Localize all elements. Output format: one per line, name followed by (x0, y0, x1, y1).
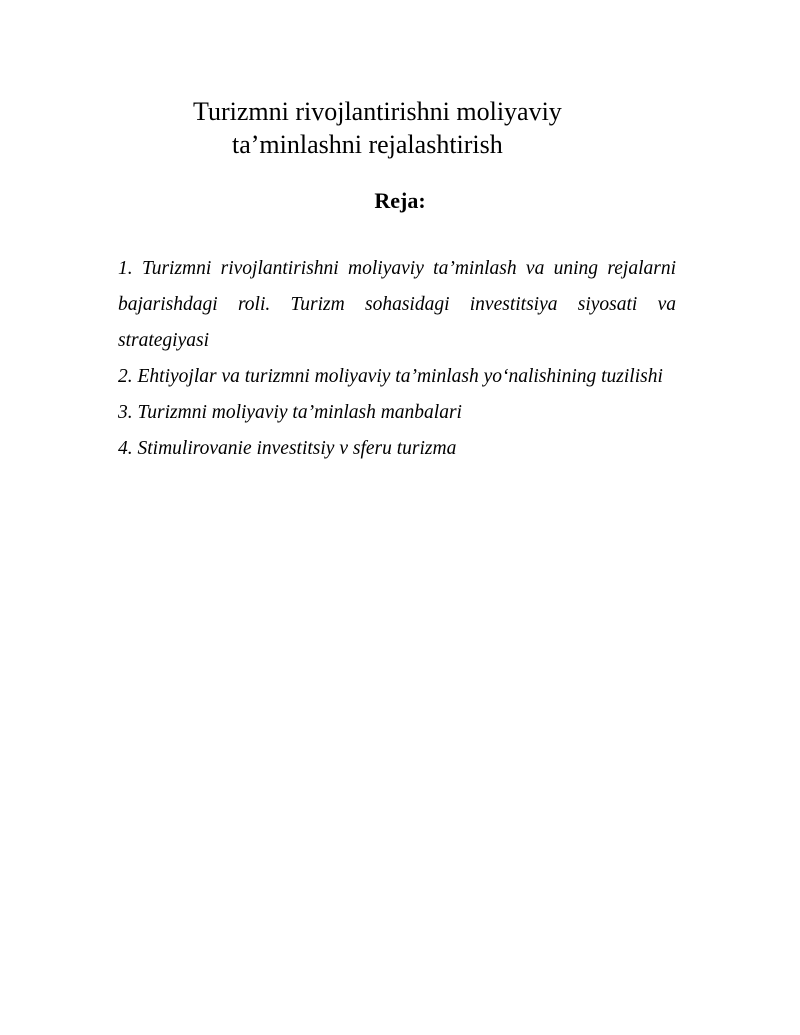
plan-item: 4. Stimulirovanie investitsiy v sferu turizma (118, 438, 457, 459)
plan-item: 2. Ehtiyojlar va turizmni moliyaviy ta’minlash yo‘nalishining tuzilishi (118, 366, 663, 387)
plan-list (118, 251, 676, 467)
plan-heading: Reja: (374, 188, 426, 213)
document-title-line-1: Turizmni rivojlantirishni moliyaviy (193, 97, 562, 126)
document-title-line-2: ta’minlashni rejalashtirish (232, 130, 503, 159)
plan-item: 3. Turizmni moliyaviy ta’minlash manbalari (118, 402, 462, 423)
plan-item: 1. Turizmni rivojlantirishni moliyaviy ta’minlash va uning rejalarni bajarishdagi roli. Turizm sohasidagi investitsiya siyosati va strategiyasi (118, 258, 676, 351)
